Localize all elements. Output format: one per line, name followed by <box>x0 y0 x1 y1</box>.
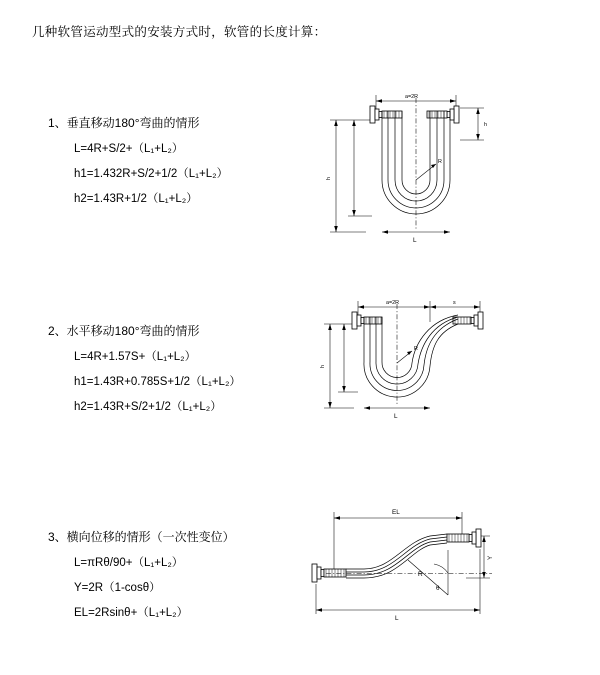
dim-radius-label: R <box>438 159 442 165</box>
dim-left-label: h <box>326 177 332 180</box>
section-1-formula-1: L=4R+S/2+（L₁+L₂） <box>74 143 184 155</box>
dim-top-label-s: s <box>453 300 456 306</box>
section-1-formula-2: h1=1.432R+S/2+1/2（L₁+L₂） <box>74 168 229 180</box>
dim-angle-label: θ <box>436 585 440 592</box>
section-3-formula-3: EL=2Rsinθ+（L₁+L₂） <box>74 607 189 619</box>
page-title: 几种软管运动型式的安装方式时，软管的长度计算： <box>32 25 327 39</box>
section-3-formula-2: Y=2R（1-cosθ） <box>74 582 161 594</box>
dim-radius-label: R <box>418 571 423 578</box>
dim-top-label: EL <box>392 509 400 516</box>
section-3-formula-1: L=πRθ/90+（L₁+L₂） <box>74 557 184 569</box>
section-2-text <box>48 322 303 414</box>
section-2-formula-2: h1=1.43R+0.785S+1/2（L₁+L₂） <box>74 376 241 388</box>
section-1-text <box>48 114 303 206</box>
dim-left-label: h <box>320 365 326 368</box>
dim-bottom-label: L <box>395 615 399 622</box>
dim-bottom-label: L <box>413 237 417 244</box>
lateral-offset-diagram <box>296 500 506 640</box>
dim-bottom-label: L <box>394 413 398 420</box>
dim-right-label: h <box>484 122 487 128</box>
dim-top-label: a=2R <box>405 94 419 100</box>
section-2-heading: 2、水平移动180°弯曲的情形 <box>48 324 200 338</box>
section-2-formula-1: L=4R+1.57S+（L₁+L₂） <box>74 351 197 363</box>
dim-top-label-a: a=2R <box>386 300 400 306</box>
section-2-formula-3: h2=1.43R+S/2+1/2（L₁+L₂） <box>74 401 222 413</box>
section-1-heading: 1、垂直移动180°弯曲的情形 <box>48 116 200 130</box>
dim-radius-label: R <box>414 346 418 352</box>
section-3-text <box>48 528 303 620</box>
dim-right-label: Y <box>487 555 494 560</box>
horizontal-180-bend-diagram <box>308 288 503 468</box>
section-3-heading: 3、横向位移的情形（一次性变位） <box>48 530 235 544</box>
vertical-180-bend-diagram <box>310 80 500 270</box>
section-1-formula-3: h2=1.43R+1/2（L₁+L₂） <box>74 193 198 205</box>
